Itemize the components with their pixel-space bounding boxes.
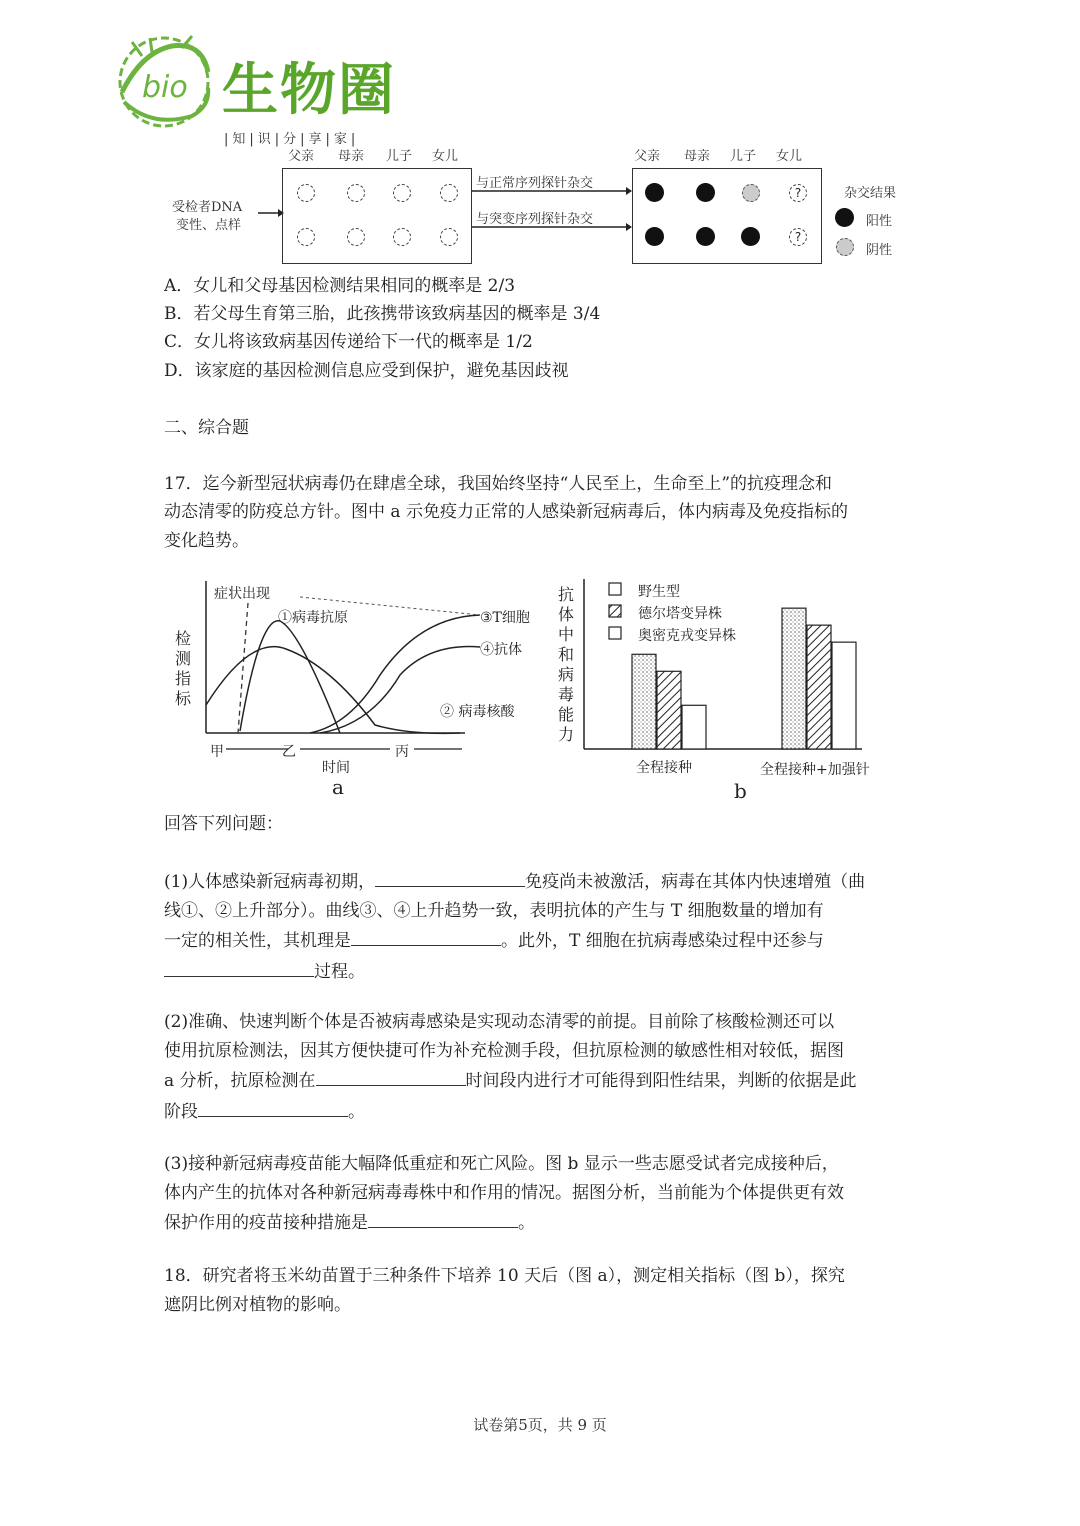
- q17-part3: [164, 1150, 920, 1238]
- figure-a-caption: a: [332, 775, 344, 799]
- legend-negative-icon: [836, 238, 854, 256]
- result-spot-positive: [645, 227, 664, 246]
- p3-text-a: (3)接种新冠病毒疫苗能大幅降低重症和死亡风险。图 b 显示一些志愿受试者完成接种后，: [164, 1154, 839, 1174]
- p1-text-a: (1)人体感染新冠病毒初期，: [164, 872, 376, 892]
- answer-blank[interactable]: [375, 866, 525, 887]
- logo-bio: bio: [142, 70, 188, 105]
- result-spot-positive: [696, 183, 715, 202]
- result-spot-positive: [741, 227, 760, 246]
- bar-delta: [657, 671, 681, 749]
- p2-text-a: (2)准确、快速判断个体是否被病毒感染是实现动态清零的前提。目前除了核酸检测还可以: [164, 1012, 835, 1032]
- sample-spot: [347, 228, 365, 246]
- logo-subtitle: |知|识|分|享|家|: [224, 132, 360, 147]
- sample-spot: [440, 228, 458, 246]
- q18-line1: 18．研究者将玉米幼苗置于三种条件下培养 10 天后（图 a），测定相关指标（图 b），探究: [164, 1266, 845, 1286]
- figure-b-caption: b: [734, 779, 747, 803]
- p2-text-e: 阶段: [164, 1101, 198, 1122]
- p3-text-d: 。: [518, 1213, 535, 1233]
- curve-4-label: ④抗体: [480, 642, 522, 658]
- option-a: A．女儿和父母基因检测结果相同的概率是 2/3: [164, 276, 516, 296]
- answer-blank[interactable]: [164, 956, 314, 977]
- header-father: 父亲: [634, 149, 661, 164]
- probe-normal-arrow-icon: [472, 186, 632, 196]
- p1-text-f: 过程。: [314, 961, 365, 982]
- sample-spot: [297, 184, 315, 202]
- legend-wild-label: 野生型: [638, 584, 680, 600]
- figure-b-ylabel: 抗体中和病毒能力: [557, 585, 574, 744]
- result-spot-negative: [742, 184, 760, 202]
- sample-spot: [440, 184, 458, 202]
- figure-b-plot: [582, 575, 897, 755]
- curve-2-label: ② 病毒核酸: [440, 704, 515, 720]
- header-son: 儿子: [386, 149, 413, 164]
- category-label-2: 全程接种+加强针: [760, 762, 870, 778]
- bar-omicron: [832, 642, 856, 749]
- figure-b: [552, 575, 897, 805]
- option-d: D．该家庭的基因检测信息应受到保护，避免基因歧视: [164, 361, 569, 381]
- p2-text-f: 。: [348, 1101, 365, 1122]
- page-footer: 试卷第5页，共 9 页: [473, 1416, 607, 1434]
- q17-part1: [164, 866, 920, 986]
- input-label-1: 受检者DNA: [172, 200, 243, 215]
- probe-mutant-label: 与突变序列探针杂交: [476, 212, 594, 227]
- category-label-1: 全程接种: [636, 760, 692, 776]
- p1-text-c: 线①、②上升部分）。曲线③、④上升趋势一致，表明抗体的产生与 T 细胞数量的增加有: [164, 900, 824, 921]
- curve-3-label: ③T细胞: [480, 610, 530, 626]
- period-lines: [200, 745, 470, 755]
- q17-intro-line2: 动态清零的防疫总方针。图中 a 示免疫力正常的人感染新冠病毒后，体内病毒及免疫指标的: [164, 502, 848, 522]
- section-title: 二、综合题: [164, 418, 249, 438]
- q17-part2: [164, 1008, 920, 1126]
- period-bing: 丙: [395, 744, 409, 760]
- period-jia: 甲: [210, 744, 224, 760]
- probe-normal-label: 与正常序列探针杂交: [476, 176, 594, 191]
- right-headers: [630, 140, 830, 164]
- legend-delta-label: 德尔塔变异株: [638, 606, 722, 622]
- option-b: B．若父母生育第三胎，此孩携带该致病基因的概率是 3/4: [164, 304, 601, 324]
- sample-box-left: [282, 168, 472, 264]
- figure-a-ylabel: 检测指标: [174, 629, 191, 708]
- result-spot-unknown: ?: [789, 228, 807, 246]
- p2-text-d: 时间段内进行才可能得到阳性结果，判断的依据是此: [465, 1071, 857, 1091]
- legend-wild-icon: [609, 583, 621, 595]
- bar-omicron: [682, 705, 706, 749]
- p2-text-c: a 分析，抗原检测在: [164, 1071, 316, 1091]
- figure-a-xlabel: 时间: [322, 760, 350, 776]
- result-spot-unknown: ?: [789, 184, 807, 202]
- legend-title: 杂交结果: [844, 186, 897, 201]
- result-spot-positive: [696, 227, 715, 246]
- period-yi: 乙: [282, 744, 296, 760]
- sample-spot: [393, 184, 411, 202]
- header-daughter: 女儿: [432, 149, 459, 164]
- bar-wild: [632, 654, 656, 749]
- probe-mutant-arrow-icon: [472, 222, 632, 232]
- answer-blank[interactable]: [368, 1207, 518, 1228]
- logo: [112, 32, 402, 147]
- legend-negative-label: 阴性: [866, 243, 893, 258]
- p3-text-c: 保护作用的疫苗接种措施是: [164, 1213, 368, 1233]
- p1-text-e: 。此外，T 细胞在抗病毒感染过程中还参与: [501, 931, 824, 951]
- answer-blank[interactable]: [316, 1065, 466, 1086]
- legend-omicron-label: 奥密克戎变异株: [638, 628, 736, 644]
- p1-text-d: 一定的相关性，其机理是: [164, 931, 351, 951]
- result-spot-positive: [645, 183, 664, 202]
- hybridization-figure: [170, 140, 930, 270]
- left-headers: [170, 140, 470, 164]
- sample-spot: [393, 228, 411, 246]
- q18-line2: 遮阴比例对植物的影响。: [164, 1295, 351, 1315]
- result-box-right: [632, 168, 822, 264]
- p3-text-b: 体内产生的抗体对各种新冠病毒毒株中和作用的情况。据图分析，当前能为个体提供更有效: [164, 1182, 844, 1203]
- curve-1-label: ①病毒抗原: [278, 610, 348, 626]
- legend-delta-icon: [609, 605, 621, 617]
- bar-wild: [782, 608, 806, 749]
- answer-blank[interactable]: [351, 925, 501, 946]
- input-arrow-icon: [258, 208, 284, 218]
- header-mother: 母亲: [338, 149, 365, 164]
- sample-spot: [297, 228, 315, 246]
- bar-delta: [807, 625, 831, 749]
- header-daughter: 女儿: [776, 149, 803, 164]
- header-son: 儿子: [730, 149, 757, 164]
- q17-intro-line3: 变化趋势。: [164, 531, 249, 551]
- sample-spot: [347, 184, 365, 202]
- input-label-2: 变性、点样: [176, 218, 242, 233]
- q17-intro-line1: 17．迄今新型冠状病毒仍在肆虐全球，我国始终坚持“人民至上，生命至上”的抗疫理念和: [164, 474, 833, 494]
- logo-name: 生物圈: [222, 58, 396, 123]
- answer-intro: 回答下列问题：: [164, 814, 283, 834]
- option-c: C．女儿将该致病基因传递给下一代的概率是 1/2: [164, 332, 533, 352]
- header-father: 父亲: [288, 149, 315, 164]
- p2-text-b: 使用抗原检测法，因其方便快捷可作为补充检测手段，但抗原检测的敏感性相对较低，据图: [164, 1040, 844, 1061]
- answer-blank[interactable]: [198, 1096, 348, 1117]
- symptom-label: 症状出现: [214, 586, 270, 602]
- p1-text-b: 免疫尚未被激活，病毒在其体内快速增殖（曲: [525, 872, 866, 892]
- legend-positive-icon: [835, 208, 854, 227]
- figure-a: [170, 575, 550, 800]
- legend-positive-label: 阳性: [866, 214, 893, 229]
- header-mother: 母亲: [684, 149, 711, 164]
- legend-omicron-icon: [609, 627, 621, 639]
